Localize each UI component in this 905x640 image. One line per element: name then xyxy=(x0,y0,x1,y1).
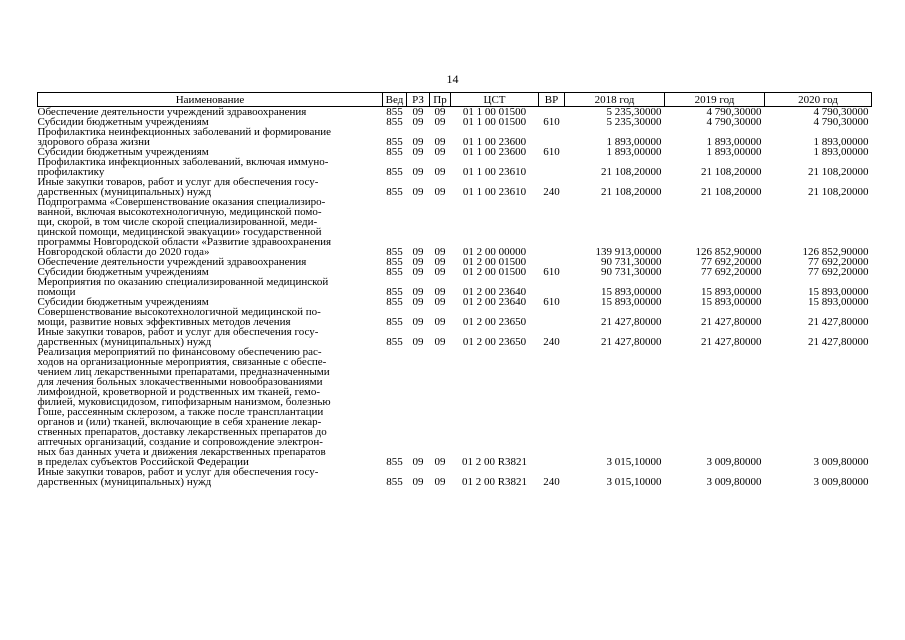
row-pr: 09 xyxy=(434,136,446,148)
row-amount-2019: 4 790,30000 xyxy=(706,116,762,128)
header-ved: Вед xyxy=(383,93,407,107)
row-rz: 09 xyxy=(412,266,424,278)
table-row xyxy=(38,197,872,257)
row-amount-2020: 1 893,00000 xyxy=(813,136,869,148)
row-amount-2020: 21 108,20000 xyxy=(808,166,869,178)
header-vr: ВР xyxy=(539,93,565,107)
row-ved: 855 xyxy=(386,456,403,468)
row-amount-2019: 3 009,80000 xyxy=(706,456,762,468)
row-amount-2018: 1 893,00000 xyxy=(606,136,662,148)
row-amount-2019: 77 692,20000 xyxy=(701,256,762,268)
row-pr: 09 xyxy=(434,266,446,278)
row-vr xyxy=(539,347,565,467)
row-cst: 01 2 00 23640 xyxy=(462,296,527,308)
row-rz: 09 xyxy=(412,106,424,118)
row-amount-2018: 3 015,10000 xyxy=(606,476,662,488)
header-pr: Пр xyxy=(430,93,451,107)
row-rz: 09 xyxy=(412,246,424,258)
row-ved: 855 xyxy=(386,296,403,308)
row-name: Профилактика инфекционных заболеваний, включая иммуно- профилактику xyxy=(37,156,329,178)
row-pr: 09 xyxy=(434,316,446,328)
row-name: Обеспечение деятельности учреждений здравоохранения xyxy=(37,106,307,118)
row-vr: 610 xyxy=(543,146,560,158)
header-2018: 2018 год xyxy=(565,93,665,107)
page-number: 14 xyxy=(446,72,459,86)
row-ved: 855 xyxy=(386,266,403,278)
row-pr: 09 xyxy=(434,186,446,198)
row-amount-2019: 21 108,20000 xyxy=(701,166,762,178)
row-pr: 09 xyxy=(434,246,446,258)
row-amount-2019: 21 108,20000 xyxy=(701,186,762,198)
row-amount-2019: 4 790,30000 xyxy=(706,106,762,118)
row-amount-2018: 21 427,80000 xyxy=(601,336,662,348)
row-ved: 855 xyxy=(386,146,403,158)
row-amount-2018: 5 235,30000 xyxy=(606,106,662,118)
row-amount-2019: 3 009,80000 xyxy=(706,476,762,488)
table-header-row xyxy=(38,93,872,107)
row-ved: 855 xyxy=(386,476,403,488)
row-amount-2018: 90 731,30000 xyxy=(601,266,662,278)
row-vr: 610 xyxy=(543,266,560,278)
row-name: Мероприятия по оказанию специализированной медицинской помощи xyxy=(37,276,329,298)
row-vr: 240 xyxy=(543,476,560,488)
row-ved: 855 xyxy=(386,316,403,328)
row-amount-2019: 1 893,00000 xyxy=(706,136,762,148)
row-vr: 240 xyxy=(543,336,560,348)
row-amount-2020: 3 009,80000 xyxy=(813,476,869,488)
row-amount-2020: 15 893,00000 xyxy=(808,296,869,308)
row-rz: 09 xyxy=(412,286,424,298)
row-name: Субсидии бюджетным учреждениям xyxy=(37,296,209,308)
row-amount-2020: 1 893,00000 xyxy=(813,146,869,158)
row-amount-2020: 21 427,80000 xyxy=(808,316,869,328)
row-name: Совершенствование высокотехнологичной медицинской по- мощи, развитие новых эффективных методов лечения xyxy=(37,306,321,328)
row-pr: 09 xyxy=(434,336,446,348)
row-amount-2020: 21 427,80000 xyxy=(808,336,869,348)
row-name: Обеспечение деятельности учреждений здравоохранения xyxy=(37,256,307,268)
row-amount-2018: 21 427,80000 xyxy=(601,316,662,328)
row-name: Реализация мероприятий по финансовому обеспечению рас- ходов на организационные мероприятия, связанные с обеспе- чением лиц лекарственными препаратами, предназначенными для лечения больных злокачественными новообразованиями лимфоидной, кроветворной и родственных им тканей, гемо- филией, муковисцидозом, гипофизарным нанизмом, болезнью Гоше, рассеянным склерозом, а также после трансплантации органов и (или) тканей, включающие в себя хранение лекар- ственных препаратов, доставку лекарственных препаратов до аптечных организаций, создание и сопровождение электрон- ных баз данных учета и движения лекарственных препаратов в пределах субъектов Российской Федерации xyxy=(37,346,331,468)
row-amount-2020: 21 108,20000 xyxy=(808,186,869,198)
row-amount-2018: 15 893,00000 xyxy=(601,286,662,298)
header-rz: РЗ xyxy=(407,93,430,107)
row-ved: 855 xyxy=(386,186,403,198)
row-vr xyxy=(539,277,565,297)
row-ved: 855 xyxy=(386,116,403,128)
row-ved: 855 xyxy=(386,246,403,258)
row-amount-2020: 126 852,90000 xyxy=(802,246,869,258)
row-name: Подпрограмма «Совершенствование оказания специализиро- ванной, включая высокотехнологичную, медицинской помо- щи, скорой, в том числе скорой специализированной, меди- цинской помощи, медицинской эвакуации» государственной программы Новгородской области «Развитие здравоохранения Новгородской области до 2020 года» xyxy=(37,196,332,258)
row-rz: 09 xyxy=(412,186,424,198)
row-vr: 240 xyxy=(543,186,560,198)
table-row xyxy=(38,127,872,147)
header-name: Наименование xyxy=(38,93,383,107)
row-name: Субсидии бюджетным учреждениям xyxy=(37,266,209,278)
row-amount-2018: 90 731,30000 xyxy=(601,256,662,268)
row-amount-2020: 4 790,30000 xyxy=(813,106,869,118)
row-pr: 09 xyxy=(434,166,446,178)
row-rz: 09 xyxy=(412,456,424,468)
row-cst: 01 2 00 00000 xyxy=(462,246,527,258)
row-cst: 01 1 00 23610 xyxy=(462,166,527,178)
row-amount-2019: 15 893,00000 xyxy=(701,296,762,308)
table-row xyxy=(38,307,872,327)
row-amount-2018: 15 893,00000 xyxy=(601,296,662,308)
header-cst: ЦСТ xyxy=(451,93,539,107)
row-ved: 855 xyxy=(386,256,403,268)
row-amount-2019: 1 893,00000 xyxy=(706,146,762,158)
row-amount-2018: 5 235,30000 xyxy=(606,116,662,128)
table-row xyxy=(38,467,872,487)
row-cst: 01 2 00 23650 xyxy=(462,316,527,328)
row-vr: 610 xyxy=(543,116,560,128)
row-pr: 09 xyxy=(434,286,446,298)
row-cst: 01 2 00 01500 xyxy=(462,256,527,268)
row-rz: 09 xyxy=(412,136,424,148)
row-vr: 610 xyxy=(543,296,560,308)
row-cst: 01 2 00 R3821 xyxy=(461,456,528,468)
row-name: Иные закупки товаров, работ и услуг для обеспечения госу- дарственных (муниципальных) нужд xyxy=(37,466,319,488)
row-name: Субсидии бюджетным учреждениям xyxy=(37,116,209,128)
row-rz: 09 xyxy=(412,476,424,488)
row-amount-2018: 21 108,20000 xyxy=(601,186,662,198)
row-cst: 01 2 00 R3821 xyxy=(461,476,528,488)
row-pr: 09 xyxy=(434,116,446,128)
table-row xyxy=(38,277,872,297)
row-rz: 09 xyxy=(412,296,424,308)
table-row xyxy=(38,347,872,467)
row-amount-2020: 3 009,80000 xyxy=(813,456,869,468)
row-ved: 855 xyxy=(386,136,403,148)
budget-table xyxy=(37,92,872,487)
row-ved: 855 xyxy=(386,106,403,118)
row-vr xyxy=(539,127,565,147)
row-name: Иные закупки товаров, работ и услуг для обеспечения госу- дарственных (муниципальных) нужд xyxy=(37,176,319,198)
row-cst: 01 1 00 23600 xyxy=(462,136,527,148)
row-cst: 01 1 00 01500 xyxy=(462,116,527,128)
row-ved: 855 xyxy=(386,336,403,348)
row-cst: 01 1 00 23610 xyxy=(462,186,527,198)
row-vr xyxy=(539,307,565,327)
row-amount-2018: 1 893,00000 xyxy=(606,146,662,158)
row-name: Субсидии бюджетным учреждениям xyxy=(37,146,209,158)
row-cst: 01 1 00 23600 xyxy=(462,146,527,158)
row-pr: 09 xyxy=(434,476,446,488)
row-amount-2019: 21 427,80000 xyxy=(701,316,762,328)
table-body xyxy=(38,107,872,488)
row-name: Иные закупки товаров, работ и услуг для обеспечения госу- дарственных (муниципальных) нужд xyxy=(37,326,319,348)
row-amount-2019: 126 852,90000 xyxy=(695,246,762,258)
row-cst: 01 2 00 23640 xyxy=(462,286,527,298)
row-rz: 09 xyxy=(412,316,424,328)
row-amount-2018: 21 108,20000 xyxy=(601,166,662,178)
row-rz: 09 xyxy=(412,166,424,178)
header-2019: 2019 год xyxy=(665,93,765,107)
row-amount-2020: 15 893,00000 xyxy=(808,286,869,298)
row-name: Профилактика неинфекционных заболеваний и формирование здорового образа жизни xyxy=(37,126,332,148)
row-cst: 01 2 00 23650 xyxy=(462,336,527,348)
header-2020: 2020 год xyxy=(765,93,872,107)
row-amount-2020: 4 790,30000 xyxy=(813,116,869,128)
row-amount-2018: 3 015,10000 xyxy=(606,456,662,468)
row-ved: 855 xyxy=(386,166,403,178)
row-pr: 09 xyxy=(434,456,446,468)
row-amount-2020: 77 692,20000 xyxy=(808,256,869,268)
row-cst: 01 2 00 01500 xyxy=(462,266,527,278)
row-rz: 09 xyxy=(412,336,424,348)
row-vr xyxy=(539,157,565,177)
row-pr: 09 xyxy=(434,146,446,158)
row-amount-2019: 15 893,00000 xyxy=(701,286,762,298)
row-rz: 09 xyxy=(412,256,424,268)
row-pr: 09 xyxy=(434,256,446,268)
table-row xyxy=(38,177,872,197)
row-ved: 855 xyxy=(386,286,403,298)
row-amount-2019: 77 692,20000 xyxy=(701,266,762,278)
table-row xyxy=(38,327,872,347)
row-amount-2020: 77 692,20000 xyxy=(808,266,869,278)
row-cst: 01 1 00 01500 xyxy=(462,106,527,118)
row-amount-2019: 21 427,80000 xyxy=(701,336,762,348)
row-vr xyxy=(539,197,565,257)
row-rz: 09 xyxy=(412,116,424,128)
row-pr: 09 xyxy=(434,296,446,308)
row-pr: 09 xyxy=(434,106,446,118)
table-row xyxy=(38,157,872,177)
row-amount-2018: 139 913,00000 xyxy=(595,246,662,258)
row-rz: 09 xyxy=(412,146,424,158)
